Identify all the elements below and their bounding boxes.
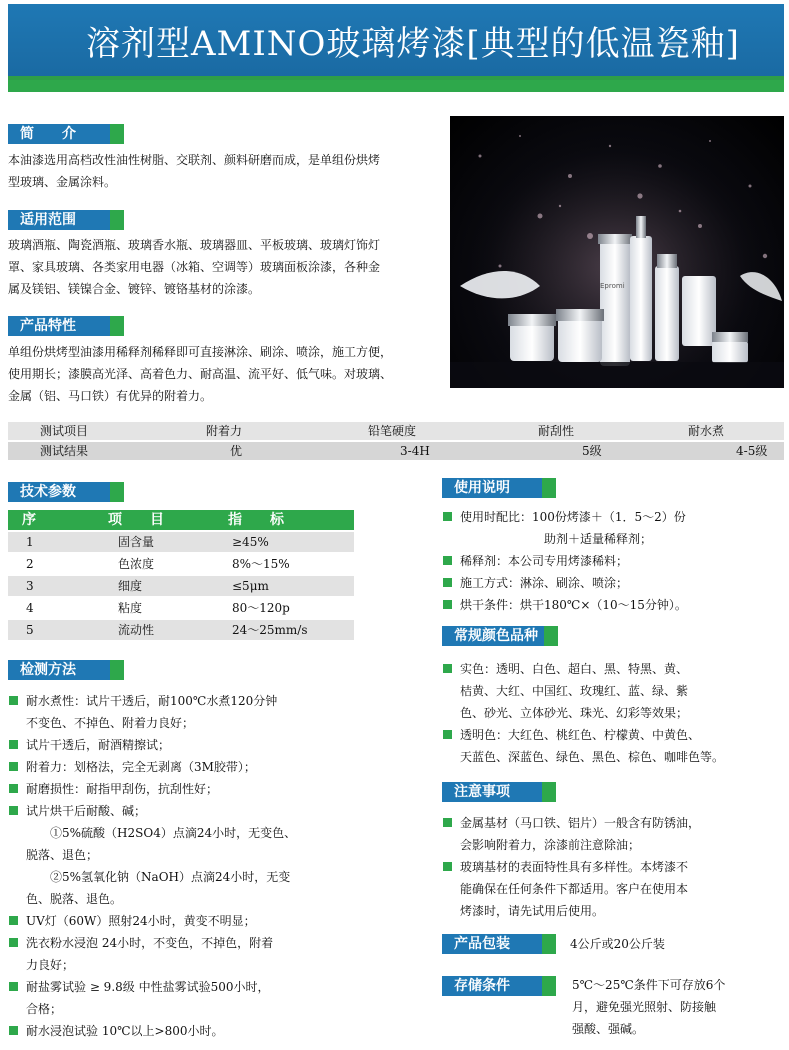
storage-line-1: 5℃～25℃条件下可存放6个 xyxy=(572,978,726,992)
intro-heading: 简 介 xyxy=(8,124,124,144)
test-result-adhesion: 优 xyxy=(230,444,243,458)
bullet-square-icon xyxy=(443,512,452,521)
list-item xyxy=(8,932,348,976)
item-line: 玻璃基材的表面特性具有多样性。本烤漆不 xyxy=(460,860,689,874)
methods-list xyxy=(8,690,348,1042)
test-header-adhesion: 附着力 xyxy=(206,424,243,438)
item-line: 烤漆时，请先试用后使用。 xyxy=(460,904,605,918)
bullet-square-icon xyxy=(443,862,452,871)
item-line: 耐水浸泡试验 10℃以上>800小时。 xyxy=(26,1024,224,1038)
title-bar xyxy=(8,4,784,80)
row-spec: ≥45% xyxy=(232,535,269,549)
storage-line-2: 月，避免强光照射、防接触 xyxy=(572,1000,717,1014)
item-line: 使用时配比：100份烤漆＋（1．5～2）份 xyxy=(460,510,686,524)
methods-heading: 检测方法 xyxy=(8,660,124,680)
bullet-square-icon xyxy=(9,740,18,749)
test-result-hardness: 3-4H xyxy=(400,444,430,458)
bullet-square-icon xyxy=(9,982,18,991)
item-line: 试片烘干后耐酸、碱； xyxy=(26,804,147,818)
item-line: 耐水煮性：试片干透后，耐100℃水煮120分钟 xyxy=(26,694,278,708)
features-line-2: 使用期长；漆膜高光泽、高着色力、耐高温、流平好、低气味。对玻璃、 xyxy=(8,367,393,381)
intro-line-2: 型玻璃、金属涂料。 xyxy=(8,175,117,189)
tech-params-heading: 技术参数 xyxy=(8,482,124,502)
col-item: 项 目 xyxy=(108,512,164,528)
row-item: 流动性 xyxy=(118,623,155,637)
table-row xyxy=(8,598,354,618)
list-item xyxy=(442,812,782,856)
row-item: 粘度 xyxy=(118,601,143,615)
item-line: 色、砂光、立体砂光、珠光、幻彩等效果； xyxy=(460,706,689,720)
item-line: 透明色：大红色、桃红色、柠檬黄、中黄色、 xyxy=(460,728,701,742)
product-photo-icon xyxy=(450,116,784,388)
item-line: 能确保在任何条件下都适用。客户在使用本 xyxy=(460,882,689,896)
brand-label: Epromi xyxy=(600,282,625,290)
features-line-1: 单组份烘烤型油漆用稀释剂稀释即可直接淋涂、刷涂、喷涂，施工方便， xyxy=(8,345,393,359)
list-item xyxy=(442,506,782,550)
item-line: ②5%氢氧化钠（NaOH）点滴24小时，无变 xyxy=(26,870,291,884)
bullet-square-icon xyxy=(443,600,452,609)
cosmetics-product-photo xyxy=(450,116,784,388)
bullet-square-icon xyxy=(9,806,18,815)
item-line: 耐盐雾试验 ≥ 9.8级 中性盐雾试验500小时， xyxy=(26,980,270,994)
bullet-square-icon xyxy=(9,1026,18,1035)
test-result-label: 测试结果 xyxy=(40,444,89,458)
colors-heading: 常规颜色品种 xyxy=(442,626,558,646)
row-no: 2 xyxy=(26,557,34,571)
test-header-item: 测试项目 xyxy=(40,424,89,438)
packaging-heading: 产品包装 xyxy=(442,934,556,954)
item-line: 试片干透后，耐酒精擦试； xyxy=(26,738,171,752)
item-line: 洗衣粉水浸泡 24小时，不变色，不掉色，附着 xyxy=(26,936,274,950)
test-result-scratch: 5级 xyxy=(582,444,602,458)
row-spec: 8%～15% xyxy=(232,557,290,571)
list-item xyxy=(8,976,348,1020)
tech-params-header-row xyxy=(8,510,354,530)
row-spec: ≤5μm xyxy=(232,579,269,593)
item-line: 合格； xyxy=(26,1002,63,1016)
test-result-boiling: 4-5级 xyxy=(736,444,768,458)
intro-text xyxy=(8,149,440,193)
item-line: 实色：透明、白色、超白、黑、特黑、黄、 xyxy=(460,662,689,676)
col-no: 序 xyxy=(22,512,36,528)
storage-heading: 存储条件 xyxy=(442,976,556,996)
item-line: 稀释剂：本公司专用烤漆稀料； xyxy=(460,554,629,568)
bullet-square-icon xyxy=(9,696,18,705)
intro-line-1: 本油漆选用高档改性油性树脂、交联剂、颜料研磨而成，是单组份烘烤 xyxy=(8,153,381,167)
list-item xyxy=(442,572,782,594)
row-item: 色浓度 xyxy=(118,557,155,571)
list-item xyxy=(8,1020,348,1042)
test-header-boiling: 耐水煮 xyxy=(688,424,725,438)
page-title: 溶剂型AMINO玻璃烤漆[典型的低温瓷釉] xyxy=(86,24,740,64)
bullet-square-icon xyxy=(443,578,452,587)
packaging-text: 4公斤或20公斤装 xyxy=(570,937,665,951)
item-line: 附着力：划格法，完全无剥离（3M胶带）； xyxy=(26,760,256,774)
test-table-result-row xyxy=(8,442,784,460)
row-item: 细度 xyxy=(118,579,143,593)
page-header xyxy=(0,0,789,94)
notes-list xyxy=(442,812,782,922)
colors-list xyxy=(442,658,786,768)
item-line: 金属基材（马口铁、铝片）一般含有防锈油， xyxy=(460,816,701,830)
list-item xyxy=(8,734,348,756)
row-spec: 24～25mm/s xyxy=(232,623,308,637)
test-header-hardness: 铅笔硬度 xyxy=(368,424,417,438)
item-line: 会影响附着力，涂漆前注意除油； xyxy=(460,838,641,852)
storage-line-3: 强酸、强碱。 xyxy=(572,1022,645,1036)
item-line: 烘干条件：烘干180℃×（10～15分钟）。 xyxy=(460,598,687,612)
tech-params-table xyxy=(8,510,354,640)
bullet-square-icon xyxy=(443,730,452,739)
storage-text xyxy=(572,974,786,1040)
usage-list xyxy=(442,506,782,616)
list-item xyxy=(442,550,782,572)
item-line: 桔黄、大红、中国红、玫瑰红、蓝、绿、紫 xyxy=(460,684,689,698)
list-item xyxy=(442,594,782,616)
test-table-header-row xyxy=(8,422,784,440)
item-line: UV灯（60W）照射24小时，黄变不明显； xyxy=(26,914,256,928)
list-item xyxy=(8,910,348,932)
bullet-square-icon xyxy=(443,556,452,565)
table-row xyxy=(8,576,354,596)
row-no: 1 xyxy=(26,535,34,549)
features-line-3: 金属（铝、马口铁）有优异的附着力。 xyxy=(8,389,213,403)
usage-heading: 使用说明 xyxy=(442,478,556,498)
bullet-square-icon xyxy=(9,916,18,925)
item-line: 天蓝色、深蓝色、绿色、黑色、棕色、咖啡色等。 xyxy=(460,750,725,764)
bullet-square-icon xyxy=(9,784,18,793)
item-line: 施工方式：淋涂、刷涂、喷涂； xyxy=(460,576,629,590)
row-spec: 80～120p xyxy=(232,601,290,615)
notes-heading: 注意事项 xyxy=(442,782,556,802)
scope-text xyxy=(8,234,440,300)
col-spec: 指 标 xyxy=(228,512,284,528)
item-line: 不变色、不掉色、附着力良好； xyxy=(26,716,195,730)
list-item xyxy=(8,690,348,734)
item-line: ①5%硫酸（H2SO4）点滴24小时，无变色、 xyxy=(26,826,297,840)
row-no: 5 xyxy=(26,623,34,637)
features-text xyxy=(8,341,448,407)
item-line: 脱落、退色； xyxy=(26,848,99,862)
list-item xyxy=(442,856,782,922)
scope-heading: 适用范围 xyxy=(8,210,124,230)
item-line: 色、脱落、退色。 xyxy=(26,892,123,906)
item-line: 耐磨损性：耐指甲刮伤，抗刮性好； xyxy=(26,782,219,796)
bullet-square-icon xyxy=(443,818,452,827)
item-line: 助剂＋适量稀释剂； xyxy=(460,532,653,546)
bullet-square-icon xyxy=(9,762,18,771)
bullet-square-icon xyxy=(9,938,18,947)
row-no: 3 xyxy=(26,579,34,593)
bullet-square-icon xyxy=(443,664,452,673)
features-heading: 产品特性 xyxy=(8,316,124,336)
scope-line-2: 罩、家具玻璃、各类家用电器（冰箱、空调等）玻璃面板涂漆，各种金 xyxy=(8,260,381,274)
item-line: 力良好； xyxy=(26,958,75,972)
list-item xyxy=(8,800,348,910)
list-item xyxy=(8,778,348,800)
scope-line-3: 属及镁铝、镁镍合金、镀锌、镀铬基材的涂漆。 xyxy=(8,282,261,296)
row-no: 4 xyxy=(26,601,34,615)
test-header-scratch: 耐刮性 xyxy=(538,424,575,438)
table-row xyxy=(8,532,354,552)
list-item xyxy=(442,724,786,768)
table-row xyxy=(8,554,354,574)
list-item xyxy=(442,658,786,724)
row-item: 固含量 xyxy=(118,535,155,549)
test-results-table xyxy=(8,422,784,460)
list-item xyxy=(8,756,348,778)
scope-line-1: 玻璃酒瓶、陶瓷酒瓶、玻璃香水瓶、玻璃器皿、平板玻璃、玻璃灯饰灯 xyxy=(8,238,381,252)
table-row xyxy=(8,620,354,640)
header-accent-bar xyxy=(8,80,784,92)
